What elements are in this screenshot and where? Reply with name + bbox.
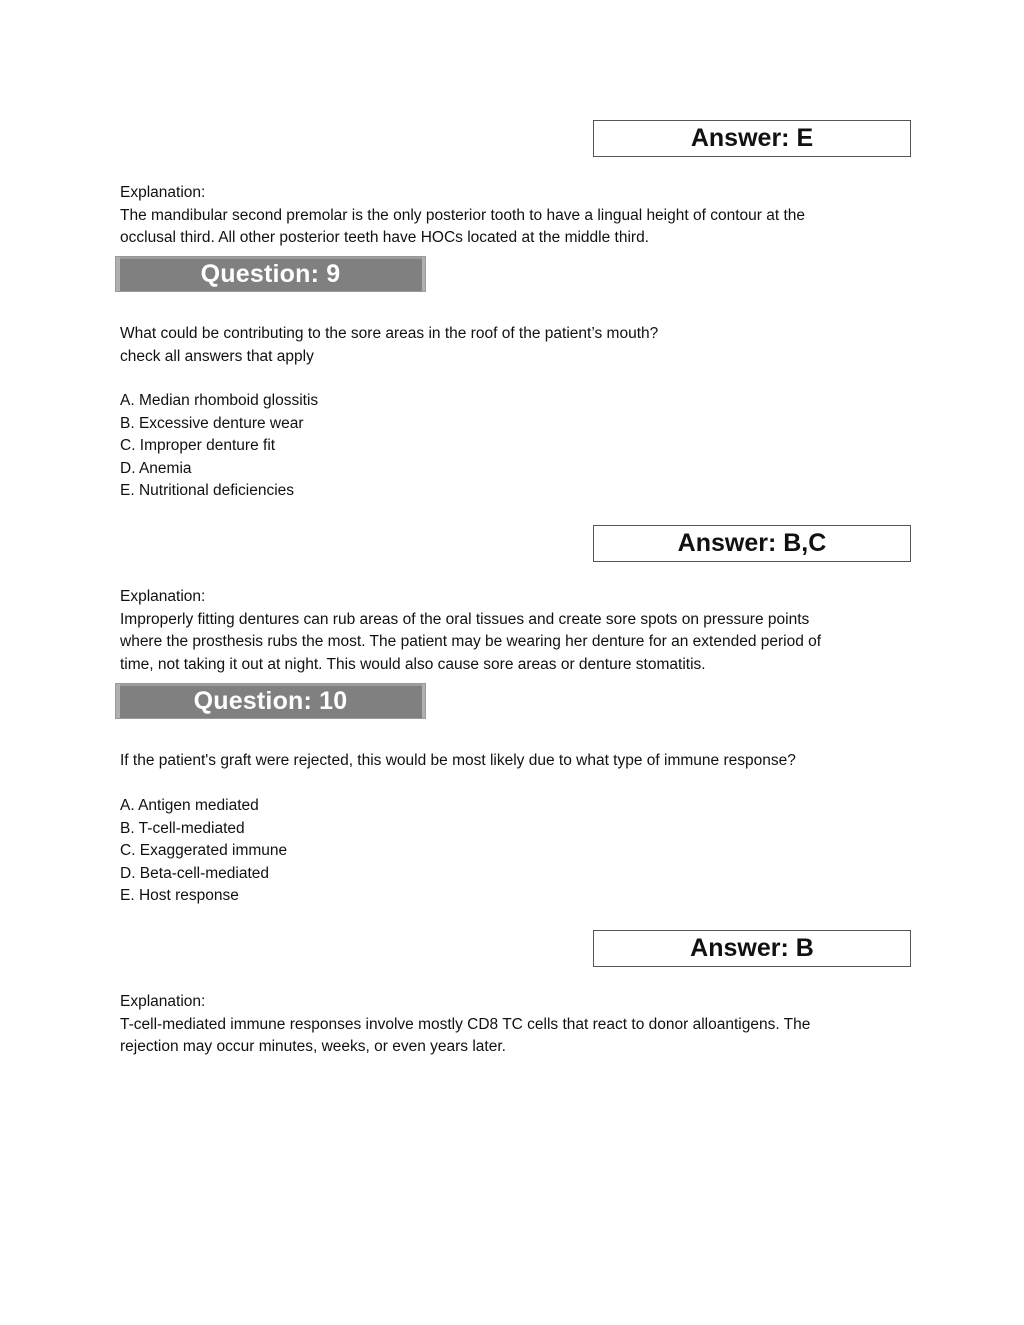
option-item: C. Improper denture fit [120,437,276,454]
question-line: If the patient's graft were rejected, this would be most likely due to what type of immune response? [120,752,796,769]
explanation-line: T-cell-mediated immune responses involve mostly CD8 TC cells that react to donor alloantigens. The [120,1015,811,1033]
question-line: check all answers that apply [120,347,314,365]
explanation-label: Explanation: [120,993,206,1010]
question-text-q10 [120,750,796,773]
answer-box-q8 [593,120,911,157]
option-item: B. T-cell-mediated [120,819,245,837]
option-item: E. Host response [120,887,239,904]
explanation-block-q8 [120,182,805,250]
explanation-line: The mandibular second premolar is the only posterior tooth to have a lingual height of contour at the [120,206,805,224]
answer-text: Answer: B [690,934,814,962]
explanation-label: Explanation: [120,588,206,605]
answer-text: Answer: E [690,124,814,152]
option-item: D. Beta-cell-mediated [120,864,270,882]
explanation-line: where the prosthesis rubs the most. The patient may be wearing her denture for an extended period of [120,633,822,650]
option-item: B. Excessive denture wear [120,414,304,432]
option-item: C. Exaggerated immune [120,842,288,859]
options-list-q9 [120,390,318,503]
explanation-line: occlusal third. All other posterior teeth have HOCs located at the middle third. [120,229,649,246]
question-heading-q9 [115,256,426,292]
option-item: E. Nutritional deficiencies [120,482,295,499]
option-item: D. Anemia [120,459,192,477]
explanation-line: time, not taking it out at night. This would also cause sore areas or denture stomatitis. [120,655,706,673]
question-heading-text: Question: 10 [193,686,348,715]
option-item: A. Median rhomboid glossitis [120,392,319,409]
answer-text: Answer: B,C [677,529,827,557]
explanation-line: Improperly fitting dentures can rub areas of the oral tissues and create sore spots on pressure points [120,610,810,628]
question-heading-text: Question: 9 [200,259,341,288]
question-text-q9 [120,323,658,368]
explanation-block-q10 [120,991,810,1059]
answer-box-q9 [593,525,911,562]
question-line: What could be contributing to the sore areas in the roof of the patient’s mouth? [120,325,659,342]
explanation-label: Explanation: [120,184,206,201]
question-heading-q10 [115,683,426,719]
explanation-block-q9 [120,586,821,676]
explanation-line: rejection may occur minutes, weeks, or even years later. [120,1038,506,1055]
options-list-q10 [120,795,287,908]
answer-box-q10 [593,930,911,967]
option-item: A. Antigen mediated [120,797,259,814]
